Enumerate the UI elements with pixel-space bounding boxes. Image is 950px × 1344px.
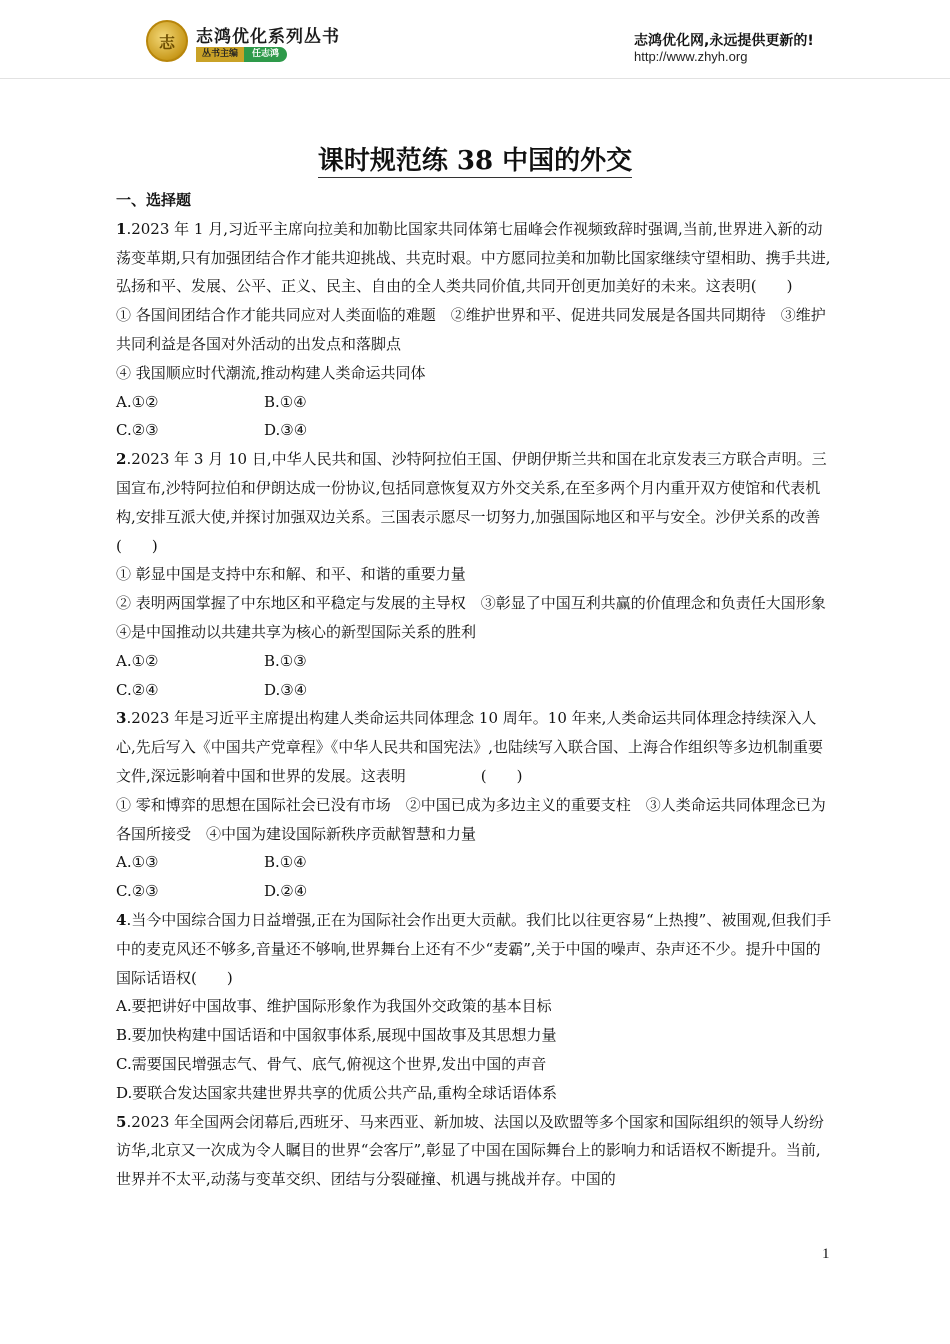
question-text: .2023 年是习近平主席提出构建人类命运共同体理念 10 周年。10 年来,人类命运共同体理念持续深入人心,先后写入《中国共产党章程》《中华人民共和国宪法》,也陆续写入联合国、上海合作组织等多边机制重要文件,深远影响着中国和世界的发展。这表明 ( ) [116, 709, 824, 785]
statement: ① 彰显中国是支持中东和解、和平、和谐的重要力量 [116, 565, 466, 584]
option-row [116, 388, 832, 417]
question-stem [116, 704, 832, 790]
question-stem [116, 445, 832, 560]
option[interactable]: D.③④ [264, 680, 308, 699]
question-number: 5 [116, 1112, 127, 1131]
question-stem [116, 1108, 832, 1194]
option-row [116, 848, 832, 877]
question-number: 4 [116, 910, 127, 929]
editor-badge [196, 47, 287, 62]
page-header [0, 0, 950, 80]
header-divider [0, 78, 950, 79]
option[interactable]: D.②④ [264, 882, 308, 901]
question-text: .当今中国综合国力日益增强,正在为国际社会作出更大贡献。我们比以往更容易“上热搜”、被围观,但我们手中的麦克风还不够多,音量还不够响,世界舞台上还有不少“麦霸”,关于中国的噪声、杂声还不少。提升中国的国际话语权( ) [116, 910, 832, 987]
statement: ① 各国间团结合作才能共同应对人类面临的难题 ②维护世界和平、促进共同发展是各国共同期待 ③维护共同利益是各国对外活动的出发点和落脚点 [116, 306, 826, 353]
editor-label: 丛书主编 [196, 47, 244, 62]
option[interactable]: A.①② [116, 392, 159, 411]
statement: ② 表明两国掌握了中东地区和平稳定与发展的主导权 ③彰显了中国互利共赢的价值理念和负责任大国形象 ④是中国推动以共建共享为核心的新型国际关系的胜利 [116, 594, 841, 641]
section-heading: 一、选择题 [116, 191, 192, 209]
statement: ④ 我国顺应时代潮流,推动构建人类命运共同体 [116, 363, 426, 382]
option[interactable]: C.②③ [116, 882, 159, 901]
page-title-text: 课时规范练 38 中国的外交 [317, 146, 633, 176]
header-slogan: 志鸿优化网,永远提供更新的! [634, 33, 814, 49]
option-row [116, 647, 832, 676]
option-row [116, 676, 832, 705]
option[interactable]: D.要联合发达国家共建世界共享的优质公共产品,重构全球话语体系 [116, 1083, 558, 1102]
publisher-logo: 志 [146, 20, 188, 62]
option[interactable]: C.②④ [116, 680, 159, 699]
option[interactable]: B.①③ [264, 651, 307, 670]
question-text: .2023 年 3 月 10 日,中华人民共和国、沙特阿拉伯王国、伊朗伊斯兰共和国在北京发表三方联合声明。三国宣布,沙特阿拉伯和伊朗达成一份协议,包括同意恢复双方外交关系,在至多两个月内重开双方使馆和代表机构,安排互派大使,并探讨加强双边关系。三国表示愿尽一切努力,加强国际地区和平与安全。沙伊关系的改善( ) [116, 450, 827, 555]
document-body [116, 186, 841, 1194]
option[interactable]: B.要加快构建中国话语和中国叙事体系,展现中国故事及其思想力量 [116, 1026, 557, 1045]
question-2 [116, 445, 841, 704]
option[interactable]: C.需要国民增强志气、骨气、底气,俯视这个世界,发出中国的声音 [116, 1054, 547, 1073]
option-row [116, 416, 832, 445]
question-number: 2 [116, 450, 127, 469]
page-number: 1 [822, 1246, 830, 1262]
question-1 [116, 215, 832, 445]
option[interactable]: A.要把讲好中国故事、维护国际形象作为我国外交政策的基本目标 [116, 997, 552, 1016]
question-number: 3 [116, 709, 127, 728]
option[interactable]: A.①③ [116, 853, 159, 872]
editor-name: 任志鸿 [244, 47, 287, 62]
option[interactable]: C.②③ [116, 421, 159, 440]
question-text: .2023 年 1 月,习近平主席向拉美和加勒比国家共同体第七届峰会作视频致辞时强调,当前,世界进入新的动荡变革期,只有加强团结合作才能共迎挑战、共克时艰。中方愿同拉美和加勒比国家继续守望相助、携手共进,弘扬和平、发展、公平、正义、民主、自由的全人类共同价值,共同开创更加美好的未来。这表明( ) [116, 219, 831, 296]
question-3 [116, 704, 832, 906]
option[interactable]: D.③④ [264, 421, 308, 440]
question-number: 1 [116, 219, 127, 238]
question-text: .2023 年全国两会闭幕后,西班牙、马来西亚、新加坡、法国以及欧盟等多个国家和国际组织的领导人纷纷访华,北京又一次成为令人瞩目的世界“会客厅”,彰显了中国在国际舞台上的影响力和话语权不断提升。当前,世界并不太平,动荡与变革交织、团结与分裂碰撞、机遇与挑战并存。中国的 [116, 1112, 824, 1189]
question-4 [116, 906, 832, 1108]
page-title [0, 140, 950, 177]
option[interactable]: B.①④ [264, 853, 307, 872]
statement: ① 零和博弈的思想在国际社会已没有市场 ②中国已成为多边主义的重要支柱 ③人类命运共同体理念已为各国所接受 ④中国为建设国际新秩序贡献智慧和力量 [116, 795, 826, 843]
header-url[interactable]: http://www.zhyh.org [634, 49, 748, 64]
question-stem [116, 215, 832, 301]
question-stem [116, 906, 832, 992]
series-title: 志鸿优化系列丛书 [196, 27, 340, 47]
question-5 [116, 1108, 832, 1194]
option-row [116, 877, 832, 906]
option[interactable]: B.①④ [264, 392, 307, 411]
option[interactable]: A.①② [116, 651, 159, 670]
